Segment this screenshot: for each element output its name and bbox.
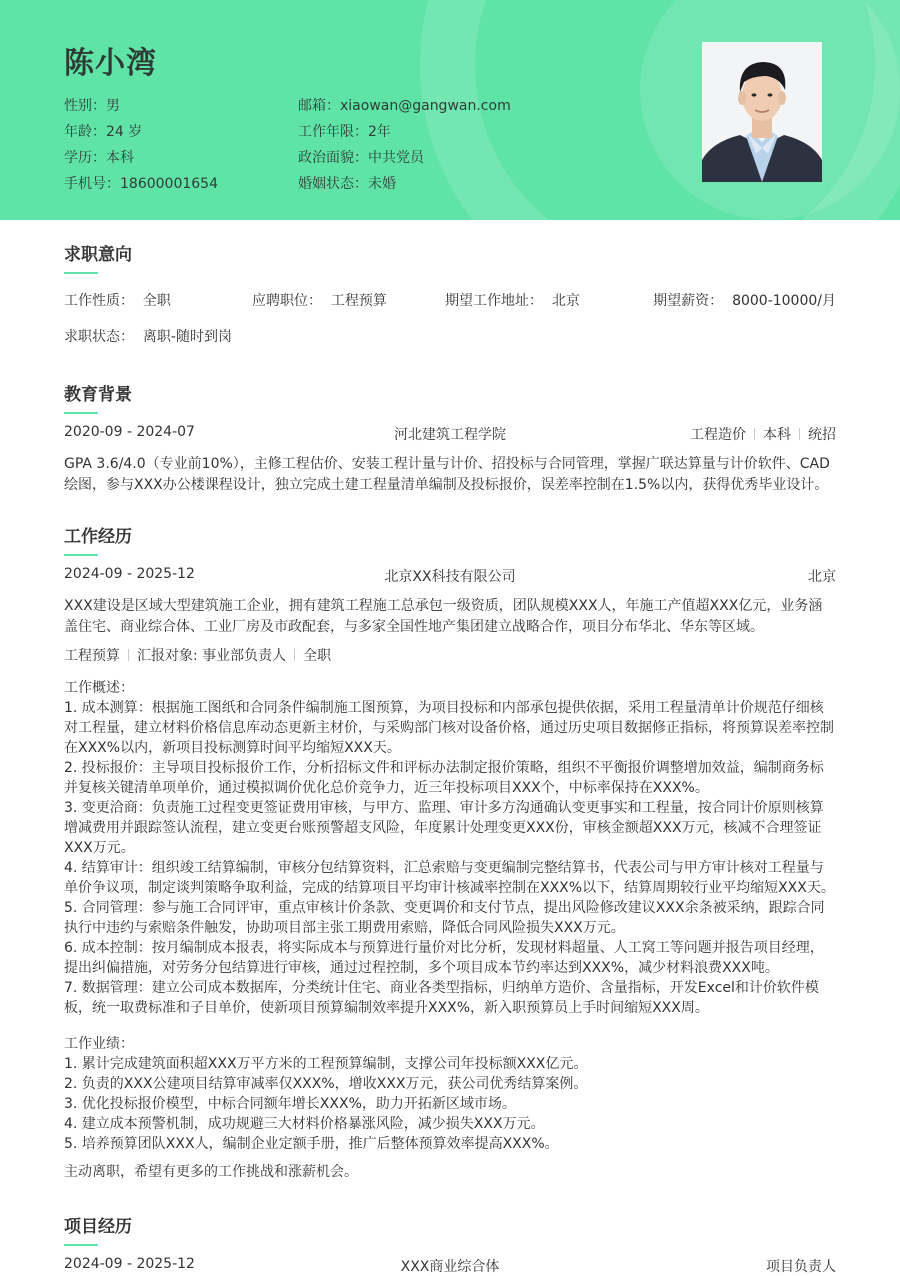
company-name: 北京XX科技有限公司 <box>384 569 516 585</box>
education-section <box>64 380 836 496</box>
overview-item: 3. 变更洽商：负责施工过程变更签证费用审核，与甲方、监理、审计多方沟通确认变更事实和工程量，按合同计价原则核算增减费用并跟踪签认流程，建立变更台账预警超支风险，年度累计处理变更XXX份，审核金额超XXX万元，核减不合理签证XXX万元。 <box>64 800 824 856</box>
overview-title: 工作概述： <box>64 680 134 696</box>
intent-row <box>64 290 836 310</box>
leave-reason: 主动离职，希望有更多的工作挑战和涨薪机会。 <box>64 1164 358 1180</box>
school-name: 河北建筑工程学院 <box>394 427 506 443</box>
resume-header <box>0 0 900 220</box>
section-underline <box>64 272 98 274</box>
project-header-row <box>64 1256 836 1276</box>
work-section <box>64 522 836 1182</box>
candidate-name: 陈小湾 <box>64 46 157 81</box>
intent-location: 期望工作地址： 北京 <box>445 293 580 309</box>
info-marital-status: 婚姻状态：未婚 <box>298 176 396 192</box>
intent-position: 应聘职位： 工程预算 <box>252 293 387 309</box>
info-email: 邮箱：xiaowan@gangwan.com <box>298 98 511 114</box>
education-period: 2020-09 - 2024-07 <box>64 424 195 440</box>
intent-job-type: 工作性质： 全职 <box>64 293 171 309</box>
info-political-status: 政治面貌：中共党员 <box>298 150 424 166</box>
achievement-item: 4. 建立成本预警机制，成功规避三大材料价格暴涨风险，减少损失XXX万元。 <box>64 1116 545 1132</box>
achievement-item: 3. 优化投标报价模型，中标合同额年增长XXX%，助力开拓新区域市场。 <box>64 1096 516 1112</box>
overview-item: 6. 成本控制：按月编制成本报表，将实际成本与预算进行量价对比分析，发现材料超量、人工窝工等问题并报告项目经理，提出纠偏措施，对劳务分包结算进行审核，通过过程控制，多个项目成本节约率达到XXX%，减少材料浪费XXX吨。 <box>64 940 824 976</box>
overview-item: 5. 合同管理：参与施工合同评审，重点审核计价条款、变更调价和支付节点，提出风险修改建议XXX余条被采纳，跟踪合同执行中违约与索赔条件触发，协助项目部主张工期费用索赔，降低合同风险损失XXX万元。 <box>64 900 825 936</box>
overview-item: 4. 结算审计：组织竣工结算编制，审核分包结算资料，汇总索赔与变更编制完整结算书，代表公司与甲方审计核对工程量与单价争议项，制定谈判策略争取利益，完成的结算项目平均审计核减率控制在XXX%以下，结算周期较行业平均缩短XXX天。 <box>64 860 835 896</box>
info-phone: 手机号：18600001654 <box>64 176 218 192</box>
info-row <box>64 121 624 147</box>
education-tags: 工程造价 本科 统招 <box>690 427 836 443</box>
intent-status: 求职状态： 离职-随时到岗 <box>64 329 232 345</box>
achievement-item: 5. 培养预算团队XXX人，编制企业定额手册，推广后整体预算效率提高XXX%。 <box>64 1136 559 1152</box>
profile-photo <box>702 42 822 182</box>
section-title: 项目经历 <box>64 1217 132 1237</box>
project-period: 2024-09 - 2025-12 <box>64 1256 195 1272</box>
section-underline <box>64 554 98 556</box>
info-age: 年龄：24 岁 <box>64 124 143 140</box>
section-underline <box>64 1244 98 1246</box>
work-city: 北京 <box>808 569 836 585</box>
project-name: XXX商业综合体 <box>400 1259 500 1275</box>
projects-section <box>64 1212 836 1276</box>
overview-item: 2. 投标报价：主导项目投标报价工作，分析招标文件和评标办法制定报价策略，组织不平衡报价调整增加效益，编制商务标并复核关键清单项单价，通过模拟调价优化总价竞争力，近三年投标项目XXX个，中标率保持在XXX%。 <box>64 760 824 796</box>
info-gender: 性别：男 <box>64 98 120 114</box>
section-title: 工作经历 <box>64 527 132 547</box>
section-underline <box>64 412 98 414</box>
work-header-row <box>64 566 836 586</box>
project-role: 项目负责人 <box>766 1259 836 1275</box>
company-intro: XXX建设是区域大型建筑施工企业，拥有建筑工程施工总承包一级资质，团队规模XXX人，年施工产值超XXX亿元，业务涵盖住宅、商业综合体、工业厂房及市政配套，与多家全国性地产集团建立战略合作，项目分布华北、华东等区域。 <box>64 598 823 635</box>
intent-row <box>64 326 836 346</box>
achievement-item: 1. 累计完成建筑面积超XXX万平方米的工程预算编制，支撑公司年投标额XXX亿元。 <box>64 1056 588 1072</box>
section-title: 教育背景 <box>64 385 132 405</box>
overview-item: 1. 成本测算：根据施工图纸和合同条件编制施工图预算，为项目投标和内部承包提供依据，采用工程量清单计价规范仔细核对工程量，建立材料价格信息库动态更新主材价，与采购部门核对设备价格，通过历史项目数据修正指标，将预算误差率控制在XXX%以内，新项目投标测算时间平均缩短XXX天。 <box>64 700 834 756</box>
education-description: GPA 3.6/4.0（专业前10%），主修工程估价、安装工程计量与计价、招投标与合同管理，掌握广联达算量与计价软件、CAD绘图，参与XXX办公楼课程设计，独立完成土建工程量清单编制及投标报价，误差率控制在1.5%以内，获得优秀毕业设计。 <box>64 456 830 493</box>
section-title: 求职意向 <box>64 245 132 265</box>
job-intent-section <box>64 240 836 346</box>
work-tags: 工程预算 汇报对象: 事业部负责人 全职 <box>64 648 332 664</box>
education-header-row <box>64 424 836 444</box>
achievements-title: 工作业绩： <box>64 1036 134 1052</box>
basic-info <box>64 95 624 199</box>
overview-item: 7. 数据管理：建立公司成本数据库，分类统计住宅、商业各类型指标，归纳单方造价、含量指标，开发Excel和计价软件模板，统一取费标准和子目单价，使新项目预算编制效率提升XXX%，新入职预算员上手时间缩短XXX周。 <box>64 980 819 1016</box>
intent-salary: 期望薪资： 8000-10000/月 <box>653 293 836 309</box>
achievement-item: 2. 负责的XXX公建项目结算审减率仅XXX%，增收XXX万元，获公司优秀结算案例。 <box>64 1076 588 1092</box>
info-education: 学历：本科 <box>64 150 134 166</box>
work-period: 2024-09 - 2025-12 <box>64 566 195 582</box>
info-row <box>64 95 624 121</box>
info-work-years: 工作年限：2年 <box>298 124 391 140</box>
info-row <box>64 173 624 199</box>
info-row <box>64 147 624 173</box>
